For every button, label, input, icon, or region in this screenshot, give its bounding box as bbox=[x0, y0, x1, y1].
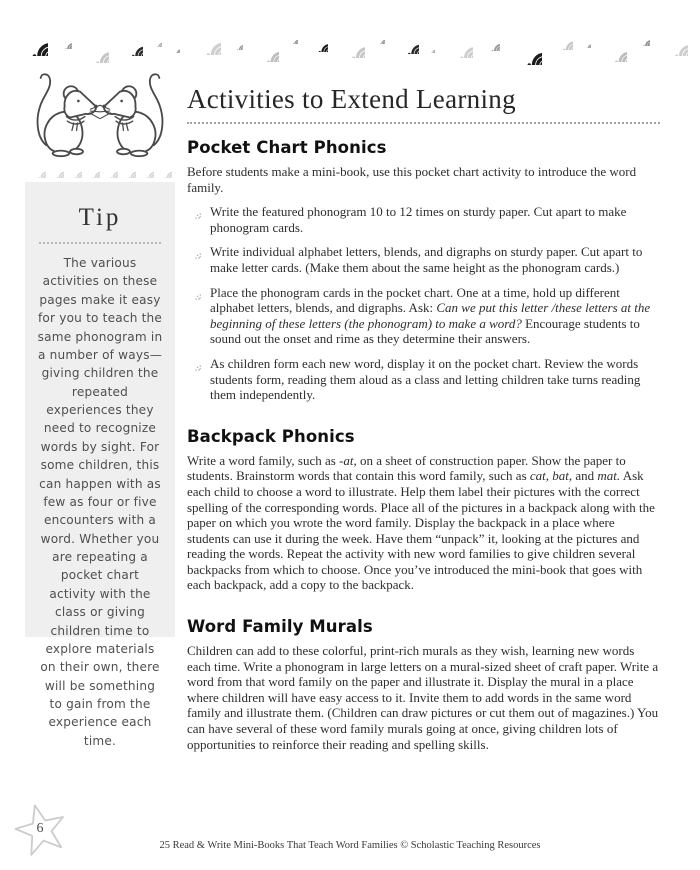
spiral-icon bbox=[28, 160, 46, 178]
two-mice-icon bbox=[25, 66, 175, 158]
spiral-icon bbox=[581, 38, 591, 48]
spiral-icon bbox=[599, 34, 627, 62]
spiral-icon bbox=[508, 31, 542, 65]
spiral-icon bbox=[393, 28, 419, 54]
spiral-icon bbox=[335, 28, 365, 58]
footer-credit: 25 Read & Write Mini-Books That Teach Word Families © Scholastic Teaching Resources bbox=[159, 840, 541, 851]
spiral-icon bbox=[79, 33, 109, 63]
spiral-icon bbox=[100, 160, 118, 178]
bullet-list bbox=[187, 204, 660, 403]
spiral-icon bbox=[46, 160, 64, 178]
section-paragraph: Children can add to these colorful, print-rich murals as they wish, learning new words each time. Write a phonogram in large letters on a mural-sized sheet of craft paper. Write a word from that word family on the paper and illustrate it. Display the mural in a place where children will have easy access to it. Invite them to add words in the same word family and illustrate them. (Children can draw pictures or cut them out of magazines.) You can have several of these word family murals going at once, giving children lots of opportunities to reinforce their reading and spelling skills. bbox=[187, 643, 659, 752]
page-number: 6 bbox=[36, 821, 44, 836]
tip-box bbox=[25, 182, 175, 748]
spiral-icon bbox=[480, 31, 500, 51]
spiral-divider-icon bbox=[25, 160, 175, 178]
spiral-icon bbox=[118, 160, 136, 178]
list-item bbox=[187, 244, 660, 275]
bullet-text: Write the featured phonogram 10 to 12 times on sturdy paper. Cut apart to make phonogram cards. bbox=[210, 204, 627, 235]
spiral-icon bbox=[56, 33, 72, 49]
spiral-icon bbox=[64, 160, 82, 178]
page-title: Activities to Extend Learning bbox=[187, 84, 516, 114]
spiral-icon bbox=[12, 20, 48, 56]
sun-burst-icon bbox=[187, 245, 201, 259]
title-divider bbox=[187, 122, 660, 124]
spiral-icon bbox=[117, 30, 143, 56]
spiral-icon bbox=[154, 160, 172, 178]
page-number-badge bbox=[12, 800, 72, 860]
list-item bbox=[187, 204, 660, 235]
tip-text: The various activities on these pages make it easy for you to teach the same phonogram in a number of ways—giving children the repeated experiences they need to recognize words by sight. For some children, this can happen with as few as four or five encounters with a word. Whether you are repeating a pocket chart activity with the class or giving children time to explore materials on their own, there will be something to gain from the experience each time. bbox=[37, 256, 163, 748]
spiral-icon bbox=[251, 34, 279, 62]
spiral-icon bbox=[658, 26, 688, 56]
spiral-icon bbox=[187, 21, 221, 55]
spiral-icon bbox=[443, 28, 473, 58]
section-heading: Pocket Chart Phonics bbox=[187, 138, 387, 157]
spiral-icon bbox=[82, 160, 100, 178]
spiral-icon bbox=[136, 160, 154, 178]
spiral-icon bbox=[634, 30, 650, 46]
spiral-icon bbox=[229, 36, 243, 50]
tip-heading: Tip bbox=[78, 204, 122, 231]
bullet-text: Place the phonogram cards in the pocket chart. One at a time, hold up different alphabet letters, blends, and digraphs. Ask: Can we put this letter /these letters at the beginning of these letters (the phonogram) to make a word? Encourage students to sound out the onset and rime as they determine their answers. bbox=[210, 284, 651, 347]
spiral-icon bbox=[150, 35, 162, 47]
main-content bbox=[187, 84, 660, 752]
section-word-family-murals bbox=[187, 617, 660, 752]
bullet-text: Write individual alphabet letters, blends, and digraphs on sturdy paper. Cut apart to make letter cards. (Make them about the same height as the phonogram cards.) bbox=[210, 244, 643, 275]
sun-burst-icon bbox=[187, 357, 201, 371]
section-pocket-chart-phonics bbox=[187, 138, 660, 403]
spiral-icon bbox=[373, 32, 385, 44]
list-item bbox=[187, 285, 660, 347]
spiral-icon bbox=[426, 44, 435, 53]
tip-divider bbox=[39, 242, 161, 244]
sidebar bbox=[25, 66, 175, 748]
spiral-border bbox=[12, 14, 688, 68]
spiral-icon bbox=[306, 30, 328, 52]
bullet-text: As children form each new word, display it on the pocket chart. Review the words students form, reading them aloud as a class and letting children take turns reading them independently. bbox=[210, 355, 641, 403]
section-intro: Before students make a mini-book, use this pocket chart activity to introduce the word family. bbox=[187, 164, 637, 195]
section-paragraph: Write a word family, such as -at, on a sheet of construction paper. Show the paper to students. Brainstorm words that contain this word family, such as cat, bat, and mat. Ask each child to choose a word to illustrate. Help them label their pictures with the correct spelling of the corresponding words. Place all of the pictures in a backpack along with the paper on which you wrote the word family. Display the backpack in a place where students can use it during the week. Have them “unpack” it, looking at the pictures and reading the words. Repeat the activity with new word families to give children several backpacks from which to choose. Once you’ve introduced the mini-book that goes with each backpack, add a copy to the backpack. bbox=[187, 452, 655, 593]
sun-burst-icon bbox=[187, 205, 201, 219]
spiral-icon bbox=[549, 26, 573, 50]
section-heading: Word Family Murals bbox=[187, 617, 373, 637]
section-backpack-phonics bbox=[187, 427, 660, 593]
spiral-icon bbox=[286, 32, 298, 44]
sun-burst-icon bbox=[187, 286, 201, 300]
spiral-icon bbox=[170, 43, 180, 53]
list-item bbox=[187, 356, 660, 403]
section-heading: Backpack Phonics bbox=[187, 426, 355, 446]
